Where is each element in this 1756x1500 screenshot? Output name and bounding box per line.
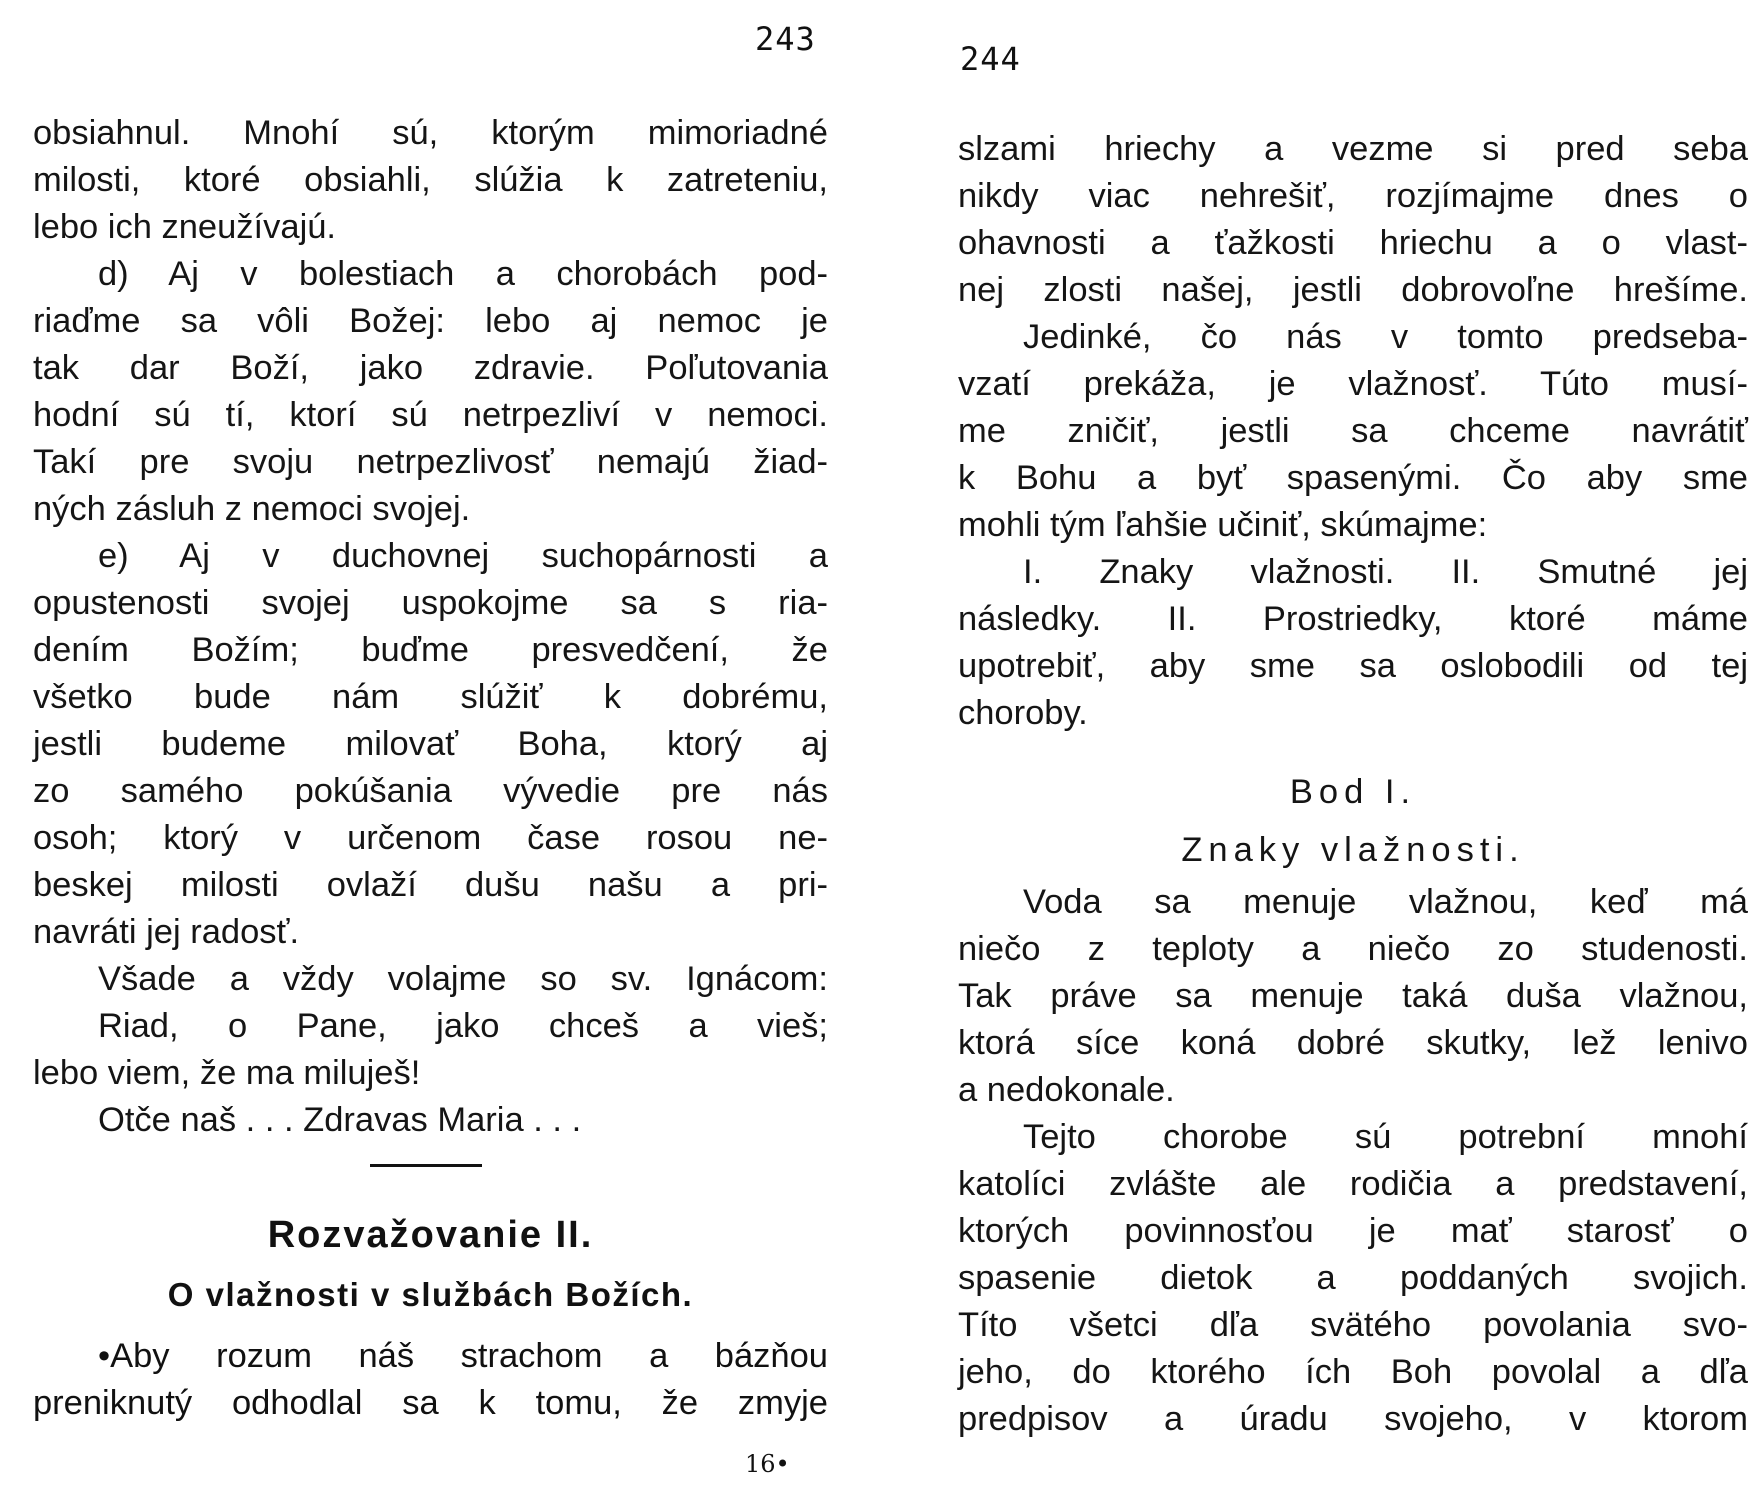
text-line: dením Božím; buďme presvedčení, že (33, 631, 828, 669)
text-line: Títo všetci dľa svätého povolania svo- (958, 1306, 1748, 1344)
text-line: d) Aj v bolestiach a chorobách pod- (98, 255, 828, 293)
text-line: Voda sa menuje vlažnou, keď má (1023, 883, 1748, 921)
text-line: obsiahnul. Mnohí sú, ktorým mimoriadné (33, 114, 828, 152)
text-line: navráti jej radosť. (33, 913, 300, 951)
text-line: riaďme sa vôli Božej: lebo aj nemoc je (33, 302, 828, 340)
text-line: beskej milosti ovlaží dušu našu a pri- (33, 866, 828, 904)
text-line: mohli tým ľahšie učiniť, skúmajme: (958, 506, 1488, 544)
text-line: ktorých povinnosťou je mať starosť o (958, 1212, 1748, 1250)
text-line: katolíci zvlášte ale rodičia a predstavení, (958, 1165, 1748, 1203)
text-line: jestli budeme milovať Boha, ktorý aj (33, 725, 828, 763)
text-line: ných zásluh z nemoci svojej. (33, 490, 471, 528)
text-line: me zničiť, jestli sa chceme navrátiť (958, 412, 1748, 450)
text-line: osoh; ktorý v určenom čase rosou ne- (33, 819, 828, 857)
text-line: zo samého pokúšania vývedie pre nás (33, 772, 828, 810)
text-line: Otče naš . . . Zdravas Maria . . . (98, 1101, 582, 1139)
text-line: ohavnosti a ťažkosti hriechu a o vlast- (958, 224, 1748, 262)
text-line: Takí pre svoju netrpezlivosť nemajú žiad- (33, 443, 828, 481)
text-line: nej zlosti našej, jestli dobrovoľne hrešíme. (958, 271, 1748, 309)
text-line: •Aby rozum náš strachom a bázňou (98, 1337, 828, 1375)
text-line: Tak práve sa menuje taká duša vlažnou, (958, 977, 1748, 1015)
page-number-right: 244 (960, 40, 1021, 78)
text-line: nikdy viac nehrešiť, rozjímajme dnes o (958, 177, 1748, 215)
text-line: k Bohu a byť spasenými. Čo aby sme (958, 459, 1748, 497)
text-line: preniknutý odhodlal sa k tomu, že zmyje (33, 1384, 828, 1422)
text-line: choroby. (958, 694, 1088, 732)
left-body-text (33, 110, 828, 1144)
section-title-heading: Znaky vlažnosti. (1181, 831, 1525, 869)
text-line: slzami hriechy a vezme si pred seba (958, 130, 1748, 168)
text-line: ktorá síce koná dobré skutky, lež lenivo (958, 1024, 1748, 1062)
section-divider (370, 1164, 482, 1167)
right-body-text (958, 126, 1748, 1443)
text-line: lebo ich zneužívajú. (33, 208, 337, 246)
text-line: a nedokonale. (958, 1071, 1175, 1109)
text-line: spasenie dietok a poddaných svojich. (958, 1259, 1748, 1297)
text-line: e) Aj v duchovnej suchopárnosti a (98, 537, 828, 575)
meditation-subheading: O vlažnosti v službách Božích. (167, 1276, 694, 1313)
text-line: niečo z teploty a niečo zo studenosti. (958, 930, 1748, 968)
text-line: opustenosti svojej uspokojme sa s ria- (33, 584, 828, 622)
text-line: Všade a vždy volajme so sv. Ignácom: (98, 960, 828, 998)
text-line: tak dar Boží, jako zdravie. Poľutovania (33, 349, 828, 387)
section-point-heading: Bod I. (1289, 773, 1417, 811)
text-line: Tejto chorobe sú potrební mnohí (1023, 1118, 1748, 1156)
left-body-text-continued (33, 1333, 828, 1427)
text-line: Jedinké, čo nás v tomto predseba- (1023, 318, 1748, 356)
signature-mark: 16• (745, 1450, 790, 1478)
text-line: všetko bude nám slúžiť k dobrému, (33, 678, 828, 716)
text-line: jeho, do ktorého ích Boh povolal a dľa (958, 1353, 1748, 1391)
text-line: hodní sú tí, ktorí sú netrpezliví v nemoci. (33, 396, 828, 434)
text-line: Riad, o Pane, jako chceš a vieš; (98, 1007, 828, 1045)
meditation-heading: Rozvažovanie II. (267, 1214, 594, 1256)
text-line: následky. II. Prostriedky, ktoré máme (958, 600, 1748, 638)
text-line: I. Znaky vlažnosti. II. Smutné jej (1023, 553, 1748, 591)
spacer (958, 737, 1748, 763)
text-line: predpisov a úradu svojeho, v ktorom (958, 1400, 1748, 1438)
page-number-left: 243 (755, 20, 816, 58)
text-line: upotrebiť, aby sme sa oslobodili od tej (958, 647, 1748, 685)
text-line: lebo viem, že ma miluješ! (33, 1054, 421, 1092)
text-line: vzatí prekáža, je vlažnosť. Túto musí- (958, 365, 1748, 403)
text-line: milosti, ktoré obsiahli, slúžia k zatreteniu, (33, 161, 828, 199)
